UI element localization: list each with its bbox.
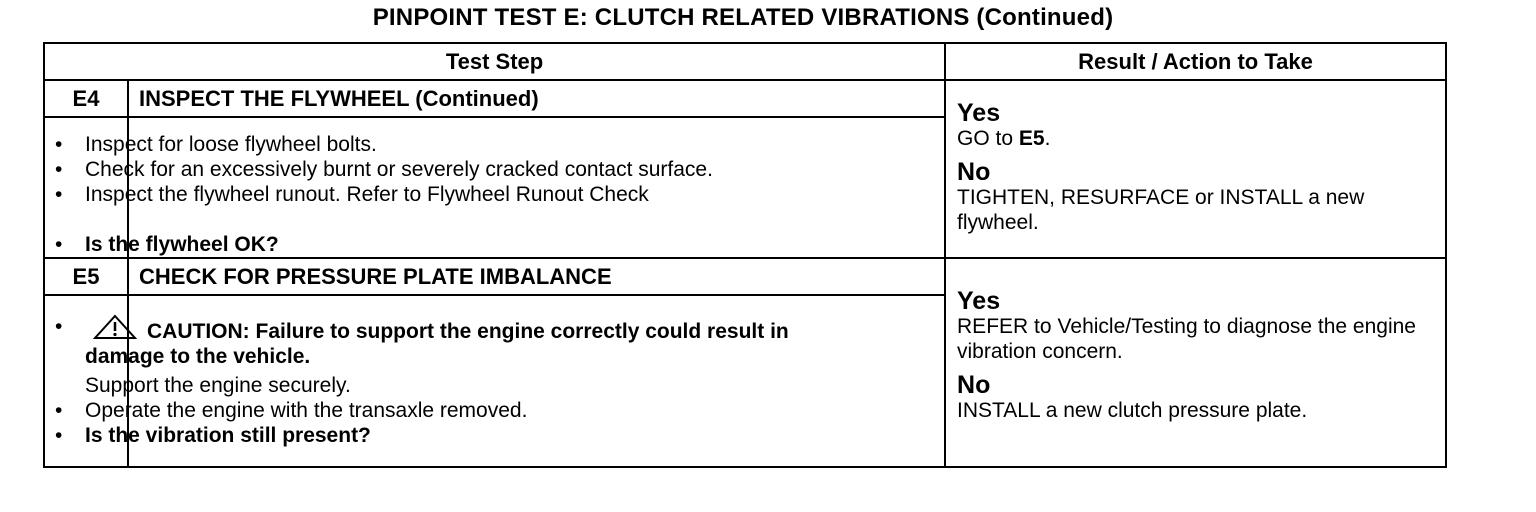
- list-item: Support the engine securely.: [85, 374, 351, 397]
- result-cell-e5: [945, 258, 1446, 467]
- step-row-e4: [44, 80, 1446, 117]
- step-body-e5: [55, 295, 945, 467]
- no-label-e5: No: [957, 371, 991, 399]
- yes-label-e4: Yes: [957, 98, 1001, 127]
- list-item: • Inspect the flywheel runout. Refer to Flywheel Runout Check: [55, 183, 649, 206]
- step-id-e5: E5: [44, 258, 128, 295]
- step-title-e4: INSPECT THE FLYWHEEL (Continued): [128, 80, 945, 117]
- page-title: PINPOINT TEST E: CLUTCH RELATED VIBRATIONS (Continued): [372, 4, 1114, 31]
- list-item: • Operate the engine with the transaxle removed.: [55, 399, 528, 422]
- link-vehicle-testing[interactable]: Vehicle/Testing: [1057, 315, 1198, 338]
- list-item: • Check for an excessively burnt or severely cracked contact surface.: [55, 158, 713, 181]
- caution-text: CAUTION: Failure to support the engine correctly could result in damage to the vehicle.: [85, 320, 789, 368]
- pinpoint-test-table: [43, 42, 1447, 468]
- list-item: • Inspect for loose flywheel bolts.: [55, 133, 377, 156]
- yes-text-e5: REFER to Vehicle/Testing to diagnose the engine vibration concern.: [957, 315, 1416, 363]
- header-test-step: Test Step: [44, 43, 945, 80]
- step-body-e4: [55, 117, 945, 258]
- no-text-e4: TIGHTEN, RESURFACE or INSTALL a new flywheel.: [957, 185, 1365, 234]
- yes-label-e5: Yes: [957, 287, 1001, 315]
- caution-item: • CAUTION: Failure to support the engine correctly could result in damage to the vehicle.: [55, 315, 789, 368]
- goto-step-e5: E5: [1018, 126, 1045, 150]
- step-id-e4: E4: [44, 80, 128, 117]
- header-row: [44, 43, 1446, 80]
- warning-triangle-icon: [93, 314, 137, 340]
- step-row-e5: [44, 258, 1446, 295]
- no-label-e4: No: [957, 157, 991, 186]
- header-result: Result / Action to Take: [945, 43, 1446, 80]
- yes-text-e4: GO to E5.: [957, 126, 1051, 150]
- list-item: • Is the flywheel OK?: [55, 233, 279, 256]
- list-item: • Is the vibration still present?: [55, 424, 371, 447]
- step-title-e5: CHECK FOR PRESSURE PLATE IMBALANCE: [128, 258, 945, 295]
- result-cell-e4: [945, 80, 1446, 258]
- no-text-e5: INSTALL a new clutch pressure plate.: [957, 399, 1308, 422]
